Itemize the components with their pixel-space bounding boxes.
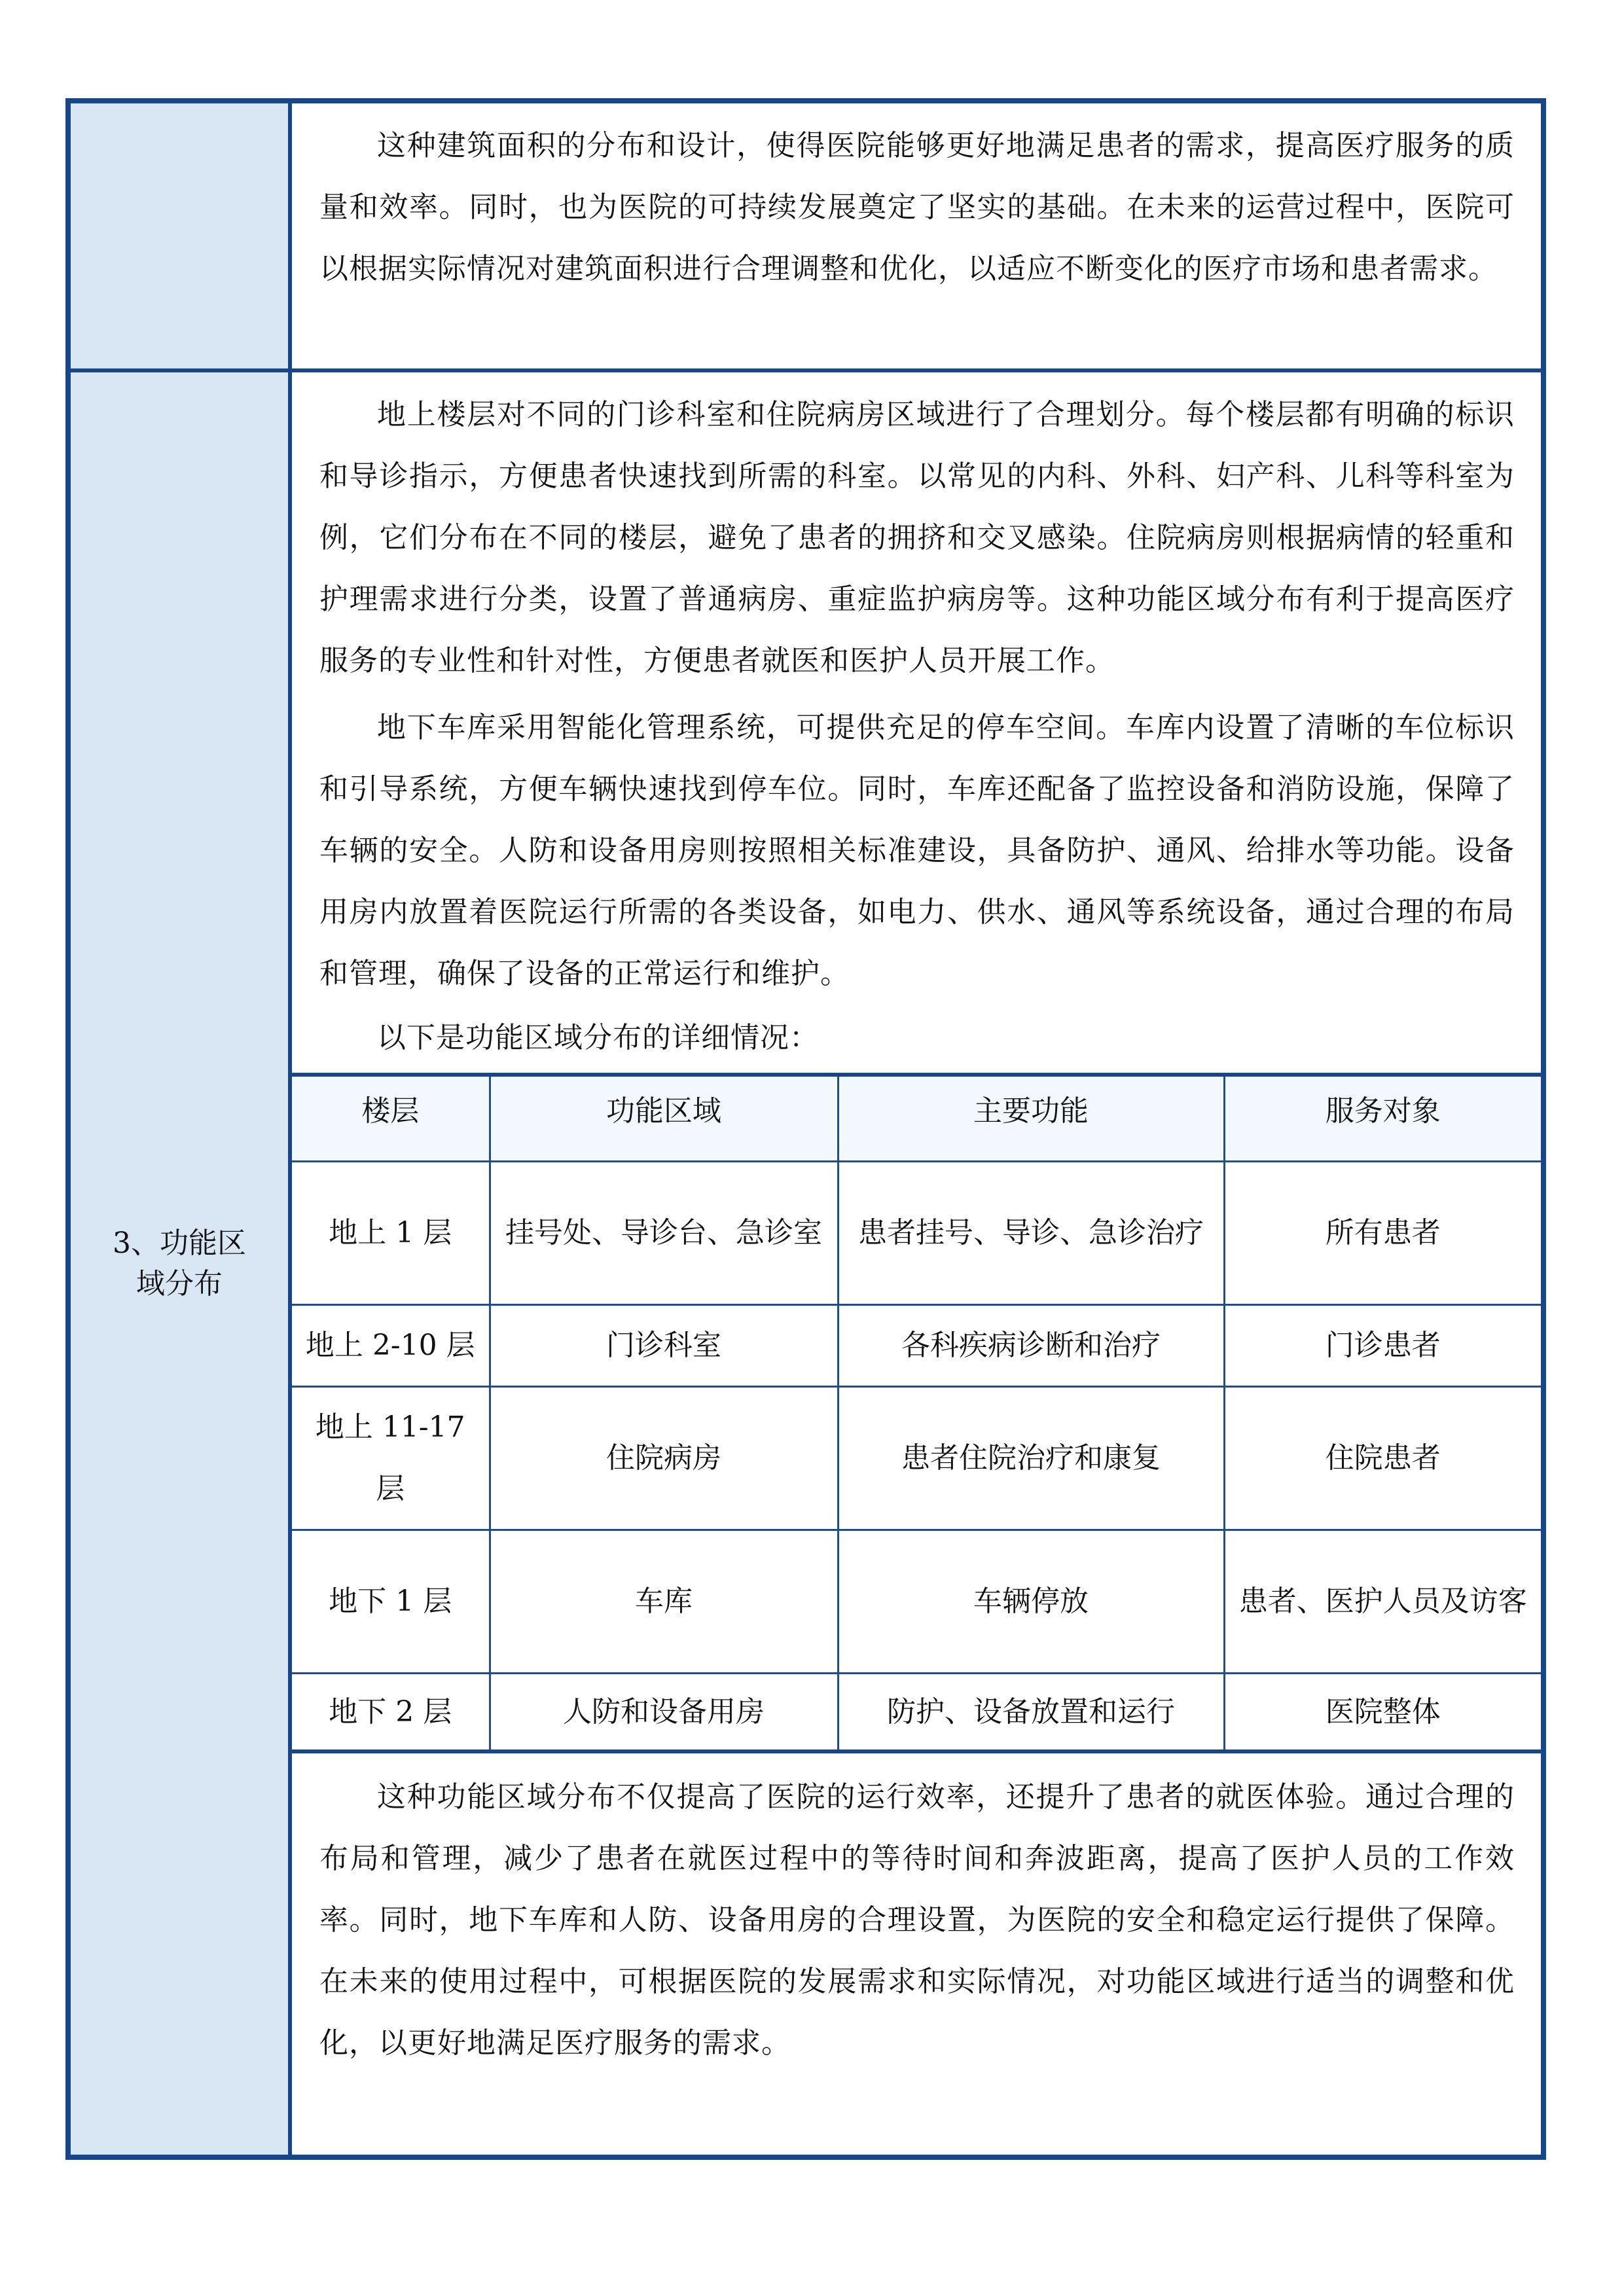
cell-zone: 车库	[490, 1530, 838, 1674]
header-zone: 功能区域	[490, 1075, 838, 1162]
header-main-function: 主要功能	[838, 1075, 1224, 1162]
section-label-functional-zones: 3、功能区域分布	[113, 1226, 246, 1300]
paragraph-above-ground-floors: 地上楼层对不同的门诊科室和住院病房区域进行了合理划分。每个楼层都有明确的标识和导诊指示，方便患者快速找到所需的科室。以常见的内科、外科、妇产科、儿科等科室为例，它们分布在不同的楼层，避免了患者的拥挤和交叉感染。住院病房则根据病情的轻重和护理需求进行分类，设置了普通病房、重症监护病房等。这种功能区域分布有利于提高医疗服务的专业性和针对性，方便患者就医和医护人员开展工作。	[319, 398, 1515, 677]
section-row-building-area	[71, 103, 1541, 372]
section-label-cell	[71, 372, 292, 2155]
table-row	[292, 1674, 1541, 1752]
cell-zone: 门诊科室	[490, 1305, 838, 1387]
paragraph-conclusion: 这种功能区域分布不仅提高了医院的运行效率，还提升了患者的就医体验。通过合理的布局和管理，减少了患者在就医过程中的等待时间和奔波距离，提高了医护人员的工作效率。同时，地下车库和人防、设备用房的合理设置，为医院的安全和稳定运行提供了保障。在未来的使用过程中，可根据医院的发展需求和实际情况，对功能区域进行适当的调整和优化，以更好地满足医疗服务的需求。	[319, 1780, 1515, 2060]
paragraph-underground-garage: 地下车库采用智能化管理系统，可提供充足的停车空间。车库内设置了清晰的车位标识和引导系统，方便车辆快速找到停车位。同时，车库还配备了监控设备和消防设施，保障了车辆的安全。人防和设备用房则按照相关标准建设，具备防护、通风、给排水等功能。设备用房内放置着医院运行所需的各类设备，如电力、供水、通风等系统设备，通过合理的布局和管理，确保了设备的正常运行和维护。	[319, 711, 1515, 990]
section-row-functional-zones	[71, 372, 1541, 2155]
cell-served: 医院整体	[1224, 1674, 1541, 1752]
cell-function: 患者挂号、导诊、急诊治疗	[838, 1162, 1224, 1305]
cell-function: 车辆停放	[838, 1530, 1224, 1674]
table-row	[292, 1530, 1541, 1674]
paragraph-building-area-summary: 这种建筑面积的分布和设计，使得医院能够更好地满足患者的需求，提高医疗服务的质量和效率。同时，也为医院的可持续发展奠定了坚实的基础。在未来的运营过程中，医院可以根据实际情况对建筑面积进行合理调整和优化，以适应不断变化的医疗市场和患者需求。	[319, 129, 1515, 285]
section-content-cell	[292, 103, 1541, 368]
table-row	[292, 1162, 1541, 1305]
table-row	[292, 1387, 1541, 1530]
cell-served: 住院患者	[1224, 1387, 1541, 1530]
cell-floor: 地上 1 层	[292, 1162, 490, 1305]
cell-served: 门诊患者	[1224, 1305, 1541, 1387]
cell-floor: 地上 2-10 层	[292, 1305, 490, 1387]
functional-zone-table	[292, 1073, 1541, 1753]
cell-served: 患者、医护人员及访客	[1224, 1530, 1541, 1674]
header-floor: 楼层	[292, 1075, 490, 1162]
cell-zone: 住院病房	[490, 1387, 838, 1530]
cell-function: 防护、设备放置和运行	[838, 1674, 1224, 1752]
cell-floor: 地上 11-17 层	[292, 1387, 490, 1530]
outer-table	[65, 98, 1546, 2160]
table-header-row	[292, 1075, 1541, 1162]
cell-function: 患者住院治疗和康复	[838, 1387, 1224, 1530]
section-content-cell	[292, 372, 1541, 2155]
section-label-cell	[71, 103, 292, 368]
cell-zone: 人防和设备用房	[490, 1674, 838, 1752]
cell-served: 所有患者	[1224, 1162, 1541, 1305]
cell-zone: 挂号处、导诊台、急诊室	[490, 1162, 838, 1305]
header-served-group: 服务对象	[1224, 1075, 1541, 1162]
cell-function: 各科疾病诊断和治疗	[838, 1305, 1224, 1387]
table-row	[292, 1305, 1541, 1387]
cell-floor: 地下 1 层	[292, 1530, 490, 1674]
paragraph-table-intro: 以下是功能区域分布的详细情况：	[377, 1021, 819, 1054]
cell-floor: 地下 2 层	[292, 1674, 490, 1752]
